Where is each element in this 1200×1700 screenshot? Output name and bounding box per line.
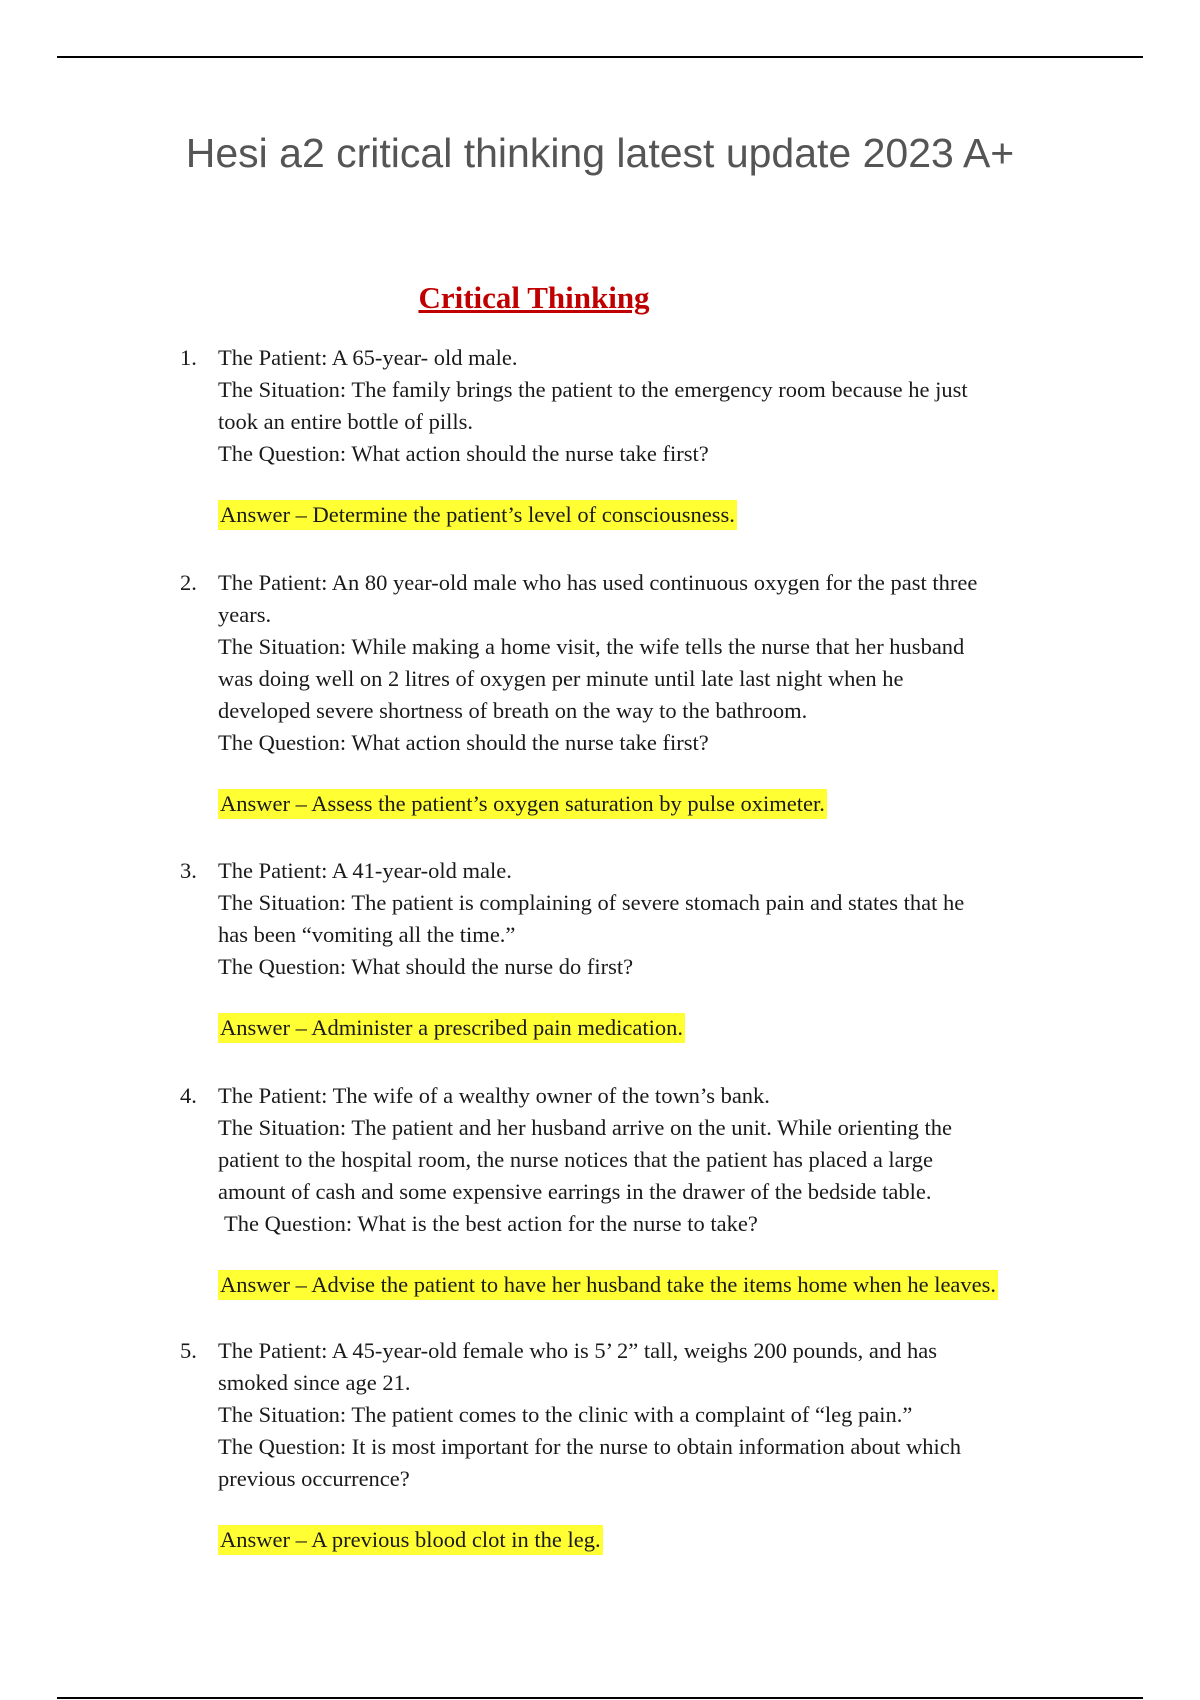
question-number: 3. — [180, 858, 197, 883]
question-line: smoked since age 21. — [218, 1370, 411, 1395]
answer-highlight: Answer – Administer a prescribed pain medication. — [218, 1013, 685, 1043]
question-line: The Question: What action should the nurse take first? — [218, 441, 709, 466]
question-line: The Question: What action should the nurse take first? — [218, 730, 709, 755]
question-line: The Patient: The wife of a wealthy owner of the town’s bank. — [218, 1083, 770, 1108]
question-line: amount of cash and some expensive earrings in the drawer of the bedside table. — [218, 1179, 932, 1204]
question-line: The Patient: A 41-year-old male. — [218, 858, 512, 883]
question-line: has been “vomiting all the time.” — [218, 922, 516, 947]
question-line: The Situation: While making a home visit, the wife tells the nurse that her husband — [218, 634, 965, 659]
question-line: was doing well on 2 litres of oxygen per minute until late last night when he — [218, 666, 904, 691]
question-line: developed severe shortness of breath on the way to the bathroom. — [218, 698, 808, 723]
section-heading: Critical Thinking — [418, 280, 650, 315]
question-line: The Situation: The patient comes to the clinic with a complaint of “leg pain.” — [218, 1402, 913, 1427]
top-rule — [57, 56, 1143, 58]
question-line: The Question: What should the nurse do first? — [218, 954, 634, 979]
question-number: 1. — [180, 345, 197, 370]
bottom-rule — [57, 1697, 1143, 1699]
question-line: The Situation: The patient is complaining of severe stomach pain and states that he — [218, 890, 965, 915]
question-4 — [180, 1080, 1060, 1301]
question-line: previous occurrence? — [218, 1466, 410, 1491]
question-line: The Situation: The patient and her husband arrive on the unit. While orienting the — [218, 1115, 952, 1140]
question-number: 2. — [180, 570, 197, 595]
question-line: The Question: What is the best action for the nurse to take? — [224, 1211, 758, 1236]
question-line: The Patient: A 65-year- old male. — [218, 345, 518, 370]
question-2 — [180, 567, 1060, 820]
question-number: 5. — [180, 1338, 197, 1363]
question-1 — [180, 342, 1060, 531]
question-line: The Situation: The family brings the patient to the emergency room because he just — [218, 377, 968, 402]
question-line: The Patient: A 45-year-old female who is 5’ 2” tall, weighs 200 pounds, and has — [218, 1338, 937, 1363]
answer-highlight: Answer – A previous blood clot in the leg. — [218, 1525, 603, 1555]
question-line: years. — [218, 602, 272, 627]
answer-highlight: Answer – Advise the patient to have her husband take the items home when he leaves. — [218, 1270, 998, 1300]
question-3 — [180, 855, 1060, 1044]
answer-highlight: Answer – Assess the patient’s oxygen saturation by pulse oximeter. — [218, 789, 827, 819]
answer-highlight: Answer – Determine the patient’s level of consciousness. — [218, 500, 737, 530]
question-5 — [180, 1335, 1060, 1556]
question-number: 4. — [180, 1083, 197, 1108]
question-line: The Question: It is most important for the nurse to obtain information about which — [218, 1434, 961, 1459]
document-title: Hesi a2 critical thinking latest update 2023 A+ — [185, 130, 1015, 176]
question-line: took an entire bottle of pills. — [218, 409, 473, 434]
question-line: patient to the hospital room, the nurse notices that the patient has placed a large — [218, 1147, 933, 1172]
question-line: The Patient: An 80 year-old male who has used continuous oxygen for the past three — [218, 570, 978, 595]
